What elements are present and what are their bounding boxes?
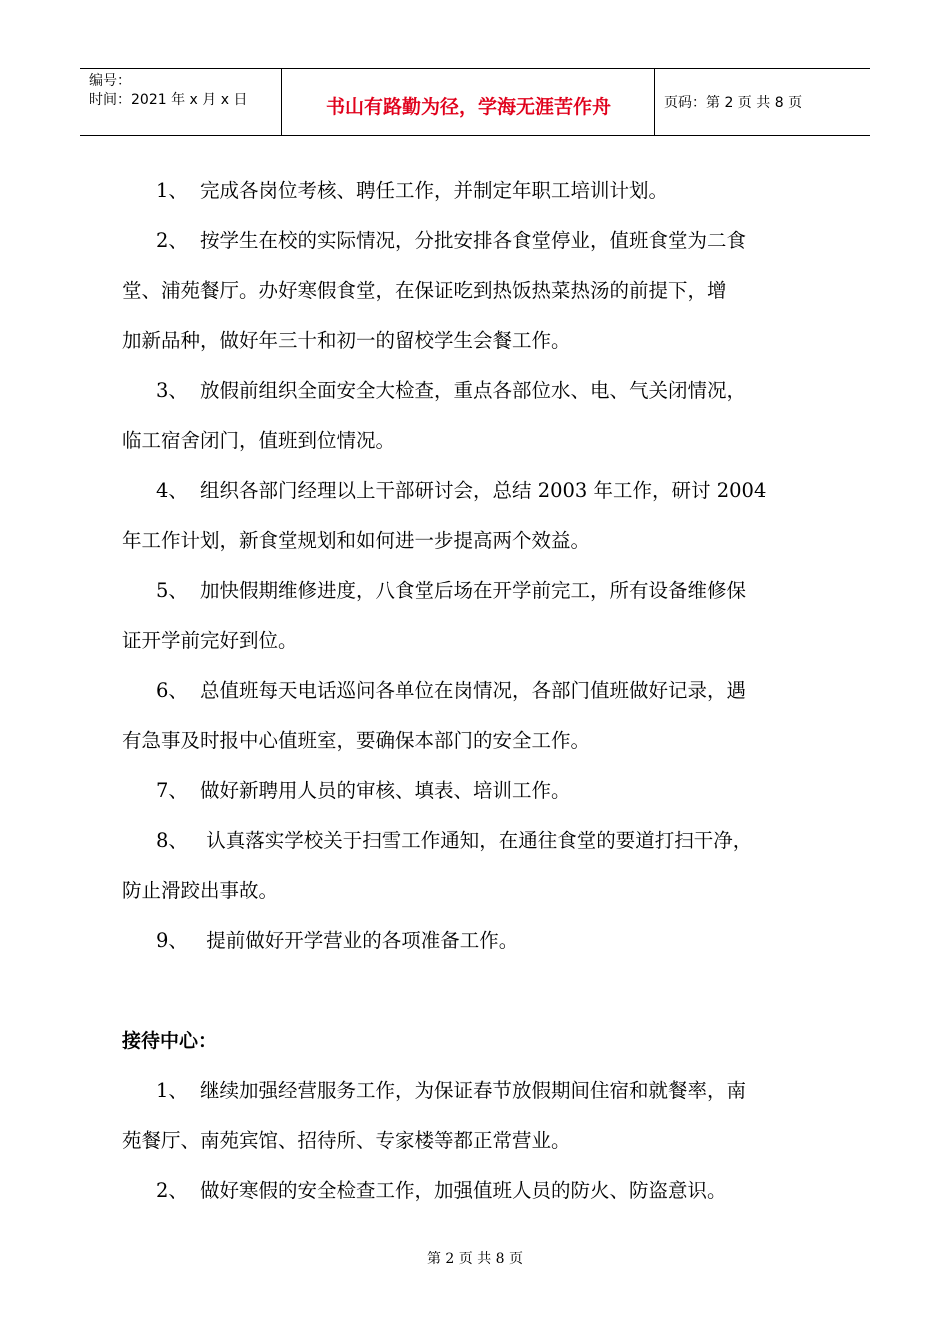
list-item <box>156 679 746 703</box>
item-number: 8、 <box>156 829 188 852</box>
paragraph-text: 组织各部门经理以上干部研讨会，总结 2003 年工作，研讨 2004 <box>200 479 767 502</box>
paragraph-text: 做好新聘用人员的审核、填表、培训工作。 <box>200 779 571 802</box>
header-info-cell <box>80 69 282 135</box>
document-number-label: 编号： <box>89 73 131 89</box>
paragraph-text: 做好寒假的安全检查工作，加强值班人员的防火、防盗意识。 <box>200 1179 727 1202</box>
list-item <box>156 179 668 203</box>
paragraph-text: 证开学前完好到位。 <box>122 629 298 652</box>
section-heading: 接待中心： <box>122 1030 218 1052</box>
paragraph-text: 继续加强经营服务工作，为保证春节放假期间住宿和就餐率，南 <box>200 1079 747 1102</box>
list-item <box>156 229 746 253</box>
item-number: 2、 <box>156 1179 188 1202</box>
list-item <box>156 1079 746 1103</box>
item-number: 1、 <box>156 1079 188 1102</box>
paragraph-text: 认真落实学校关于扫雪工作通知，在通往食堂的要道打扫干净， <box>200 829 753 852</box>
list-item <box>156 929 518 953</box>
item-number: 9、 <box>156 929 188 952</box>
paragraph-text: 有急事及时报中心值班室，要确保本部门的安全工作。 <box>122 729 591 752</box>
item-number: 5、 <box>156 579 188 602</box>
list-item <box>156 1179 727 1203</box>
paragraph-text: 防止滑跤出事故。 <box>122 879 279 902</box>
paragraph-text: 年工作计划，新食堂规划和如何进一步提高两个效益。 <box>122 529 591 552</box>
paragraph-text: 临工宿舍闭门，值班到位情况。 <box>122 429 396 452</box>
paragraph-text: 加快假期维修进度，八食堂后场在开学前完工，所有设备维修保 <box>200 579 747 602</box>
header-motto-cell <box>282 69 655 135</box>
list-item <box>156 479 766 503</box>
list-item <box>156 779 571 803</box>
list-item <box>156 579 746 603</box>
item-number: 2、 <box>156 229 188 252</box>
header-page-cell <box>655 69 870 135</box>
paragraph-text: 提前做好开学营业的各项准备工作。 <box>200 929 519 952</box>
paragraph-text: 加新品种，做好年三十和初一的留校学生会餐工作。 <box>122 329 571 352</box>
item-number: 4、 <box>156 479 188 502</box>
header-page-label: 页码：第 2 页 共 8 页 <box>664 95 803 111</box>
header-motto: 书山有路勤为径，学海无涯苦作舟 <box>325 96 611 118</box>
item-number: 1、 <box>156 179 188 202</box>
list-item <box>156 379 746 403</box>
list-item <box>156 829 752 853</box>
paragraph-text: 苑餐厅、南苑宾馆、招待所、专家楼等都正常营业。 <box>122 1129 571 1152</box>
paragraph-text: 总值班每天电话巡问各单位在岗情况，各部门值班做好记录，遇 <box>200 679 747 702</box>
document-date-label: 时间：2021 年 x 月 x 日 <box>89 92 248 108</box>
item-number: 7、 <box>156 779 188 802</box>
paragraph-text: 按学生在校的实际情况，分批安排各食堂停业，值班食堂为二食 <box>200 229 747 252</box>
paragraph-text: 完成各岗位考核、聘任工作，并制定年职工培训计划。 <box>200 179 669 202</box>
item-number: 6、 <box>156 679 188 702</box>
document-header <box>80 68 870 136</box>
paragraph-text: 放假前组织全面安全大检查，重点各部位水、电、气关闭情况， <box>200 379 747 402</box>
item-number: 3、 <box>156 379 188 402</box>
paragraph-text: 堂、浦苑餐厅。办好寒假食堂，在保证吃到热饭热菜热汤的前提下，增 <box>122 279 727 302</box>
page-footer: 第 2 页 共 8 页 <box>426 1251 524 1267</box>
